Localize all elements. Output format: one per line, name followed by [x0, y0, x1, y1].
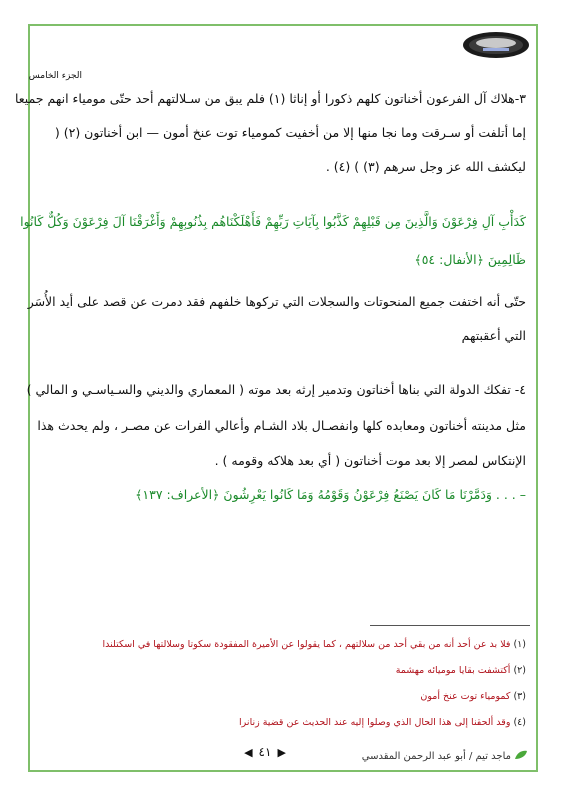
part-label: الجزء الخامس	[28, 71, 82, 81]
body-line-5: التي أعقبتهم	[461, 328, 526, 343]
body-line-6: ٤- تفكك الدولة التي بناها أخناتون وتدمير إرثه بعد موته ( المعماري والديني والسـياسـي و المالي )	[26, 382, 526, 397]
footnote-number: (١)	[513, 639, 526, 650]
verse-araf: – . . . وَدَمَّرْنَا مَا كَانَ يَصْنَعُ فِرْعَوْنُ وَقَوْمُهُ وَمَا كَانُوا يَعْرِشُونَ ﴿الأعراف: ١٣٧﴾	[135, 487, 526, 502]
site-logo-icon	[455, 28, 537, 62]
footnote-2	[36, 665, 526, 676]
footnote-number: (٤)	[513, 717, 526, 728]
footnote-number: (٣)	[513, 691, 526, 702]
triangle-right-icon[interactable]: ▶	[277, 745, 286, 759]
body-line-7: مثل مدينته أخناتون ومعابده كلها وانفصـال بلاد الشـام وأعالي الفرات عن مصـر ، ولم يحدث هذا	[37, 418, 526, 433]
body-line-2: إما أتلفت أو سـرقت وما نجا منها إلا من أخفيت كمومياء توت عنخ أمون — ابن أخناتون (٢) (	[54, 125, 526, 140]
footnote-text: فلا بد عن أحد أنه من بقي أحد من سلالتهم ، كما يقولوا عن الأميرة المفقودة سكوتا وسلالتها في اسكتلندا	[102, 639, 511, 650]
footnote-text: أكتشفت بقايا موميائه مهشمة	[395, 665, 511, 676]
footnote-3	[36, 691, 526, 702]
author-name: ماجد تيم / أبو عبد الرحمن المقدسي	[361, 751, 511, 762]
page-number-nav	[225, 744, 305, 760]
footnote-text: كمومياء توت عنخ أمون	[420, 691, 511, 702]
footnote-text: وقد ألحقنا إلى هذا الحال الذي وصلوا إليه عند الحديث عن قضية زنانرا	[239, 717, 511, 728]
footnote-4	[36, 717, 526, 728]
verse-anfal-line-2: ظَالِمِينَ ﴿الأنفال: ٥٤﴾	[414, 252, 526, 267]
triangle-left-icon[interactable]: ◀	[244, 745, 253, 759]
author-signature	[318, 750, 528, 763]
footnote-1	[36, 639, 526, 650]
footnote-number: (٢)	[513, 665, 526, 676]
verse-anfal-line-1: كَدَأْبِ آلِ فِرْعَوْنَ وَالَّذِينَ مِن قَبْلِهِمْ كَذَّبُوا بِآيَاتِ رَبِّهِمْ فَأَهْلَكْنَاهُم بِذُنُوبِهِمْ وَأَغْرَقْنَا آلَ فِرْعَوْنَ وَكُلٌّ كَانُوا	[20, 214, 526, 229]
page-number: ٤١	[258, 745, 272, 759]
footnote-divider	[370, 625, 530, 626]
body-line-1: ٣-هلاك آل الفرعون أخناتون كلهم ذكورا أو إناثا (١) فلم يبق من سـلالتهم أحد حتّى مومياء انهم جميعا	[14, 91, 526, 106]
body-line-4: حتّى أنه اختفت جميع المنحوتات والسجلات التي تركوها خلفهم فقد دمرت عن قصد على أيد الأُسَر	[27, 294, 526, 309]
body-line-3: ليكشف الله عز وجل سرهم (٣) ) (٤) .	[325, 159, 526, 174]
body-line-8: الإنتكاس لمصر إلا بعد موت أخناتون ( أي بعد هلاكه وقومه ) .	[214, 453, 526, 468]
leaf-icon	[514, 750, 528, 763]
